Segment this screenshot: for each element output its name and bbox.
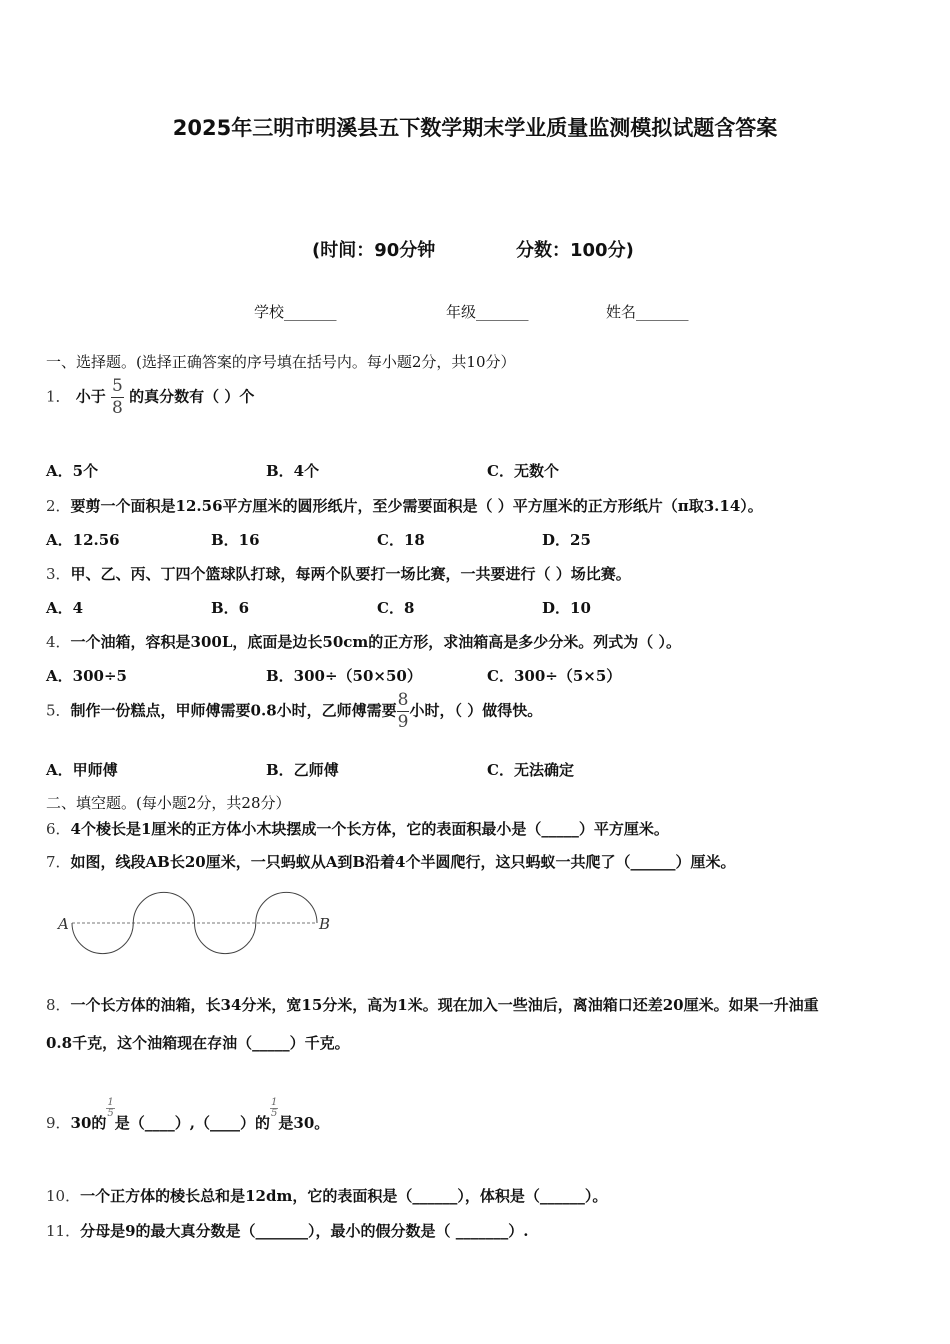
question-8 (46, 994, 819, 1015)
question-text: 要剪一个面积是12.56平方厘米的圆形纸片，至少需要面积是（ ）平方厘米的正方形纸片（π取3.14）。 (70, 497, 763, 515)
option-c: C．无数个 (487, 462, 559, 480)
question-text: 的真分数有（ ）个 (129, 387, 255, 406)
question-5 (46, 692, 542, 731)
question-11 (46, 1220, 528, 1241)
page-title: 2025年三明市明溪县五下数学期末学业质量监测模拟试题含答案 (172, 116, 778, 140)
question-3 (46, 563, 631, 584)
question-6 (46, 818, 669, 839)
option-c: C．8 (377, 599, 415, 617)
question-text: 小时，（ ）做得快。 (409, 701, 543, 720)
question-number: 7． (46, 853, 71, 871)
option-a: A．300÷5 (46, 667, 127, 685)
option-c: C．无法确定 (487, 761, 574, 779)
option-b: B．16 (211, 531, 260, 549)
question-text: 是（____）,（____）的 (114, 1114, 271, 1132)
fraction: $\frac{5}{8}$ (112, 376, 123, 418)
point-a-label: A (58, 915, 69, 933)
question-text: 一个正方体的棱长总和是12dm，它的表面积是（______），体积是（______）。 (80, 1187, 608, 1205)
question-text: 一个长方体的油箱，长34分米，宽15分米，高为1米。现在加入一些油后，离油箱口还差20厘米。如果一升油重 (70, 996, 819, 1014)
question-number: 5． (46, 701, 71, 720)
question-number: 8． (46, 996, 71, 1014)
fraction: $\frac{8}{9}$ (397, 690, 409, 732)
option-a: A．5个 (46, 462, 99, 480)
grade-field: 年级_______ (446, 303, 529, 321)
question-1 (46, 378, 254, 417)
question-text: 一个油箱，容积是300L，底面是边长50cm的正方形，求油箱高是多少分米。列式为（ ）。 (70, 633, 682, 651)
option-a: A．12.56 (46, 531, 120, 549)
option-d: D．10 (542, 599, 591, 617)
semicircle-4 (256, 892, 317, 923)
option-b: B．300÷（50×50） (266, 667, 422, 685)
section-1-heading: 一、选择题。(选择正确答案的序号填在括号内。每小题2分，共10分） (46, 353, 516, 371)
fraction: $\frac{1}{5}$ (107, 1097, 114, 1119)
question-number: 1． (46, 387, 71, 406)
question-text: 30的 (70, 1114, 107, 1132)
fraction: $\frac{1}{5}$ (271, 1097, 278, 1119)
question-10 (46, 1185, 607, 1206)
question-text: 是30。 (278, 1114, 330, 1132)
question-9 (46, 1098, 329, 1133)
question-number: 2． (46, 497, 71, 515)
question-number: 10． (46, 1187, 81, 1205)
option-d: D．25 (542, 531, 591, 549)
exam-score: 分数：100分) (516, 240, 634, 261)
option-a: A．4 (46, 599, 84, 617)
semicircle-figure (50, 885, 350, 965)
question-number: 3． (46, 565, 71, 583)
question-4 (46, 631, 681, 652)
question-text: 如图，线段AB长20厘米，一只蚂蚁从A到B沿着4个半圆爬行，这只蚂蚁一共爬了（______）厘米。 (70, 853, 736, 871)
question-8-continued: 0.8千克，这个油箱现在存油（_____）千克。 (46, 1034, 350, 1052)
option-a: A．甲师傅 (46, 761, 118, 779)
question-number: 11． (46, 1222, 81, 1240)
question-text: 制作一份糕点，甲师傅需要0.8小时，乙师傅需要 (70, 701, 397, 720)
question-7 (46, 851, 736, 872)
option-c: C．18 (377, 531, 425, 549)
exam-time: (时间：90分钟 (312, 240, 436, 261)
section-2-heading: 二、填空题。(每小题2分，共28分） (46, 794, 291, 812)
question-number: 9． (46, 1114, 71, 1132)
question-number: 4． (46, 633, 71, 651)
option-b: B．6 (211, 599, 250, 617)
school-field: 学校_______ (254, 303, 337, 321)
option-b: B．乙师傅 (266, 761, 339, 779)
question-text: 分母是9的最大真分数是（_______），最小的假分数是（ _______）. (80, 1222, 529, 1240)
semicircle-3 (195, 923, 256, 954)
name-field: 姓名_______ (606, 303, 689, 321)
option-c: C．300÷（5×5） (487, 667, 622, 685)
question-text: 甲、乙、丙、丁四个篮球队打球，每两个队要打一场比赛，一共要进行（ ）场比赛。 (70, 565, 631, 583)
question-text: 小于 (75, 387, 106, 406)
question-text: 4个棱长是1厘米的正方体小木块摆成一个长方体，它的表面积最小是（_____）平方厘米。 (70, 820, 669, 838)
semicircle-2 (133, 892, 194, 923)
semicircle-1 (72, 923, 133, 954)
point-b-label: B (319, 915, 331, 933)
question-number: 6． (46, 820, 71, 838)
question-2 (46, 495, 763, 516)
option-b: B．4个 (266, 462, 320, 480)
